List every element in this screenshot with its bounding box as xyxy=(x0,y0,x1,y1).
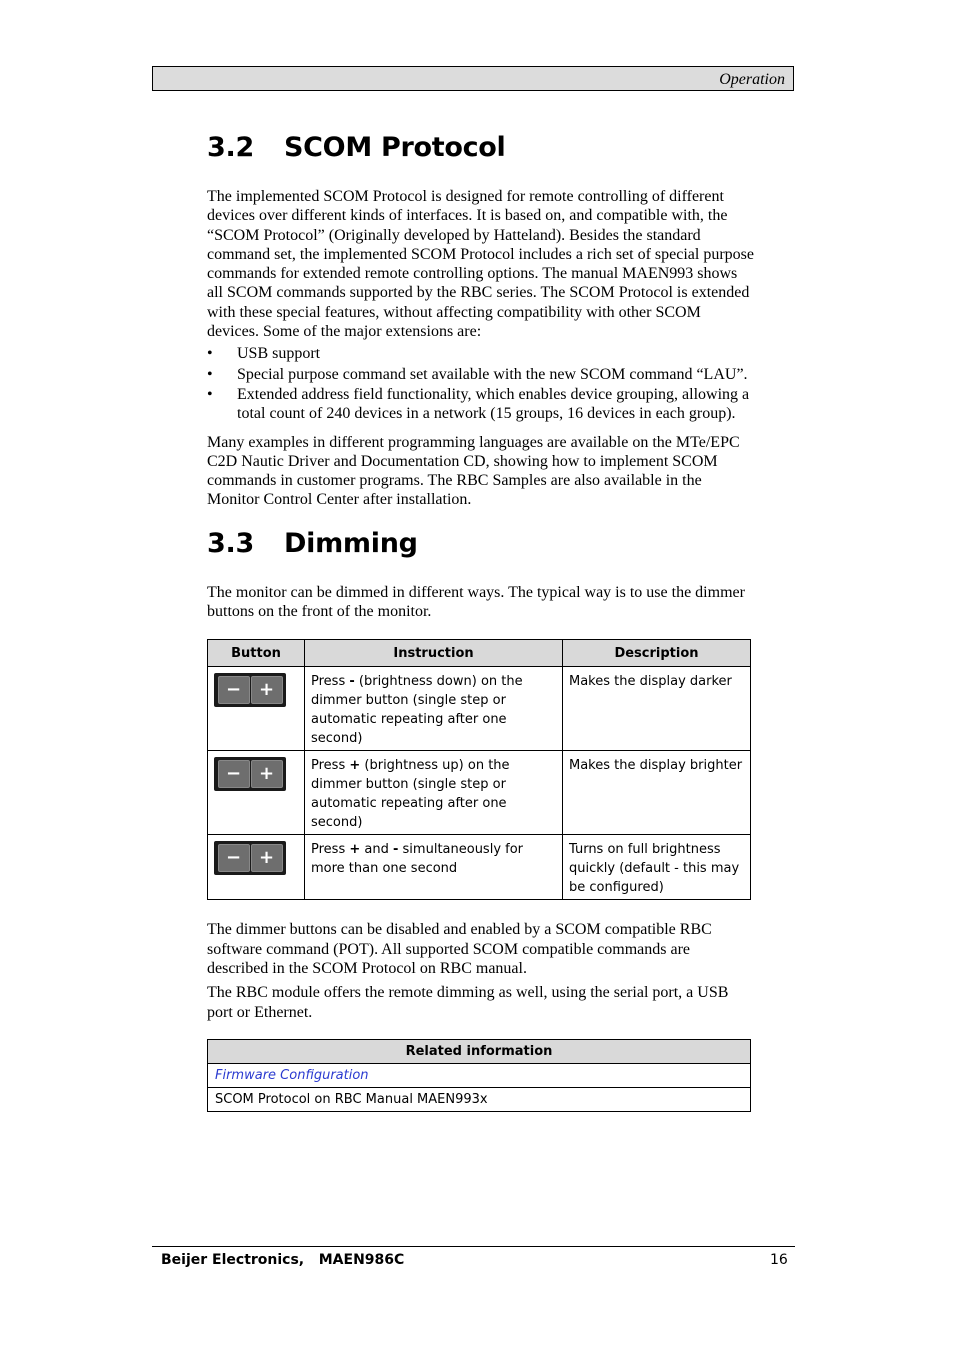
running-header xyxy=(152,66,794,91)
table-header: Button xyxy=(208,640,305,667)
scom-intro-paragraph: The implemented SCOM Protocol is designed for remote controlling of different devices over different kinds of interfaces. It is based on, and compatible with, the “SCOM Protocol” (Originally developed by Hatteland). Besides the standard command set, the implemented SCOM Protocol includes a rich set of special purpose commands for extended remote controlling options. The manual MAEN993 shows all SCOM commands supported by the RBC series. The SCOM Protocol is extended with these special features, without affecting compatibility with other SCOM devices. Some of the major extensions are: xyxy=(207,188,754,341)
page-content xyxy=(207,128,755,1112)
dimmer-buttons-image xyxy=(214,841,286,875)
running-header-section: Operation xyxy=(719,71,785,88)
plus-key-icon: + xyxy=(251,676,283,704)
section-heading-scom xyxy=(207,128,755,172)
button-cell xyxy=(208,835,305,900)
table-header-row xyxy=(208,1039,751,1063)
minus-key-icon: − xyxy=(218,676,250,704)
list-item: • Extended address field functionality, which enables device grouping, allowing a total count of 240 devices in a network (15 groups, 16 devices in each group). xyxy=(207,385,750,423)
minus-key-icon: − xyxy=(218,844,250,872)
firmware-configuration-link[interactable]: Firmware Configuration xyxy=(215,1067,369,1083)
bullet-icon: • xyxy=(207,345,213,363)
footer-divider xyxy=(152,1246,795,1247)
section-heading-dimming xyxy=(207,524,755,568)
section-title: SCOM Protocol xyxy=(284,132,506,163)
table-row xyxy=(208,1063,751,1087)
related-information-table xyxy=(207,1039,751,1112)
related-link-cell xyxy=(208,1063,751,1087)
section-number: 3.3 xyxy=(207,527,254,559)
scom-extensions-list xyxy=(207,344,755,423)
minus-key-icon: − xyxy=(218,760,250,788)
dimming-intro-paragraph: The monitor can be dimmed in different ways. The typical way is to use the dimmer buttons on the front of the monitor. xyxy=(207,583,745,621)
dimming-table xyxy=(207,639,751,900)
button-cell xyxy=(208,751,305,835)
table-row xyxy=(208,751,751,835)
dimming-paragraph-2: The RBC module offers the remote dimming as well, using the serial port, a USB port or Ethernet. xyxy=(207,984,729,1021)
section-title: Dimming xyxy=(284,527,418,559)
table-header-row xyxy=(208,640,751,667)
bullet-icon: • xyxy=(207,385,213,403)
instruction-cell: Press + (brightness up) on the dimmer button (single step or automatic repeating after one second) xyxy=(305,751,563,835)
description-cell: Turns on full brightness quickly (default - this may be configured) xyxy=(563,835,751,900)
section-number: 3.2 xyxy=(207,132,254,163)
plus-key-icon: + xyxy=(251,844,283,872)
description-cell: Makes the display darker xyxy=(563,667,751,751)
button-cell xyxy=(208,667,305,751)
table-header: Instruction xyxy=(305,640,563,667)
page-number: 16 xyxy=(770,1252,788,1268)
list-item: • Special purpose command set available with the new SCOM command “LAU”. xyxy=(207,365,748,383)
dimming-paragraph-1: The dimmer buttons can be disabled and enabled by a SCOM compatible RBC software command (POT). All supported SCOM compatible commands are described in the SCOM Protocol on RBC manual. xyxy=(207,921,712,977)
description-cell: Makes the display brighter xyxy=(563,751,751,835)
instruction-cell: Press + and - simultaneously for more than one second xyxy=(305,835,563,900)
table-header: Description xyxy=(563,640,751,667)
scom-outro-paragraph: Many examples in different programming languages are available on the MTe/EPC C2D Nautic Driver and Documentation CD, showing how to implement SCOM commands in customer programs. The RBC Samples are also available in the Monitor Control Center after installation. xyxy=(207,433,740,509)
table-row xyxy=(208,835,751,900)
plus-key-icon: + xyxy=(251,760,283,788)
dimmer-buttons-image xyxy=(214,757,286,791)
related-item-cell: SCOM Protocol on RBC Manual MAEN993x xyxy=(208,1087,751,1111)
table-row xyxy=(208,667,751,751)
table-header: Related information xyxy=(208,1039,751,1063)
dimmer-buttons-image xyxy=(214,673,286,707)
bullet-icon: • xyxy=(207,365,213,383)
footer-company: Beijer Electronics, MAEN986C xyxy=(161,1252,405,1268)
instruction-cell: Press - (brightness down) on the dimmer button (single step or automatic repeating after one second) xyxy=(305,667,563,751)
table-row xyxy=(208,1087,751,1111)
list-item: • USB support xyxy=(207,345,321,363)
